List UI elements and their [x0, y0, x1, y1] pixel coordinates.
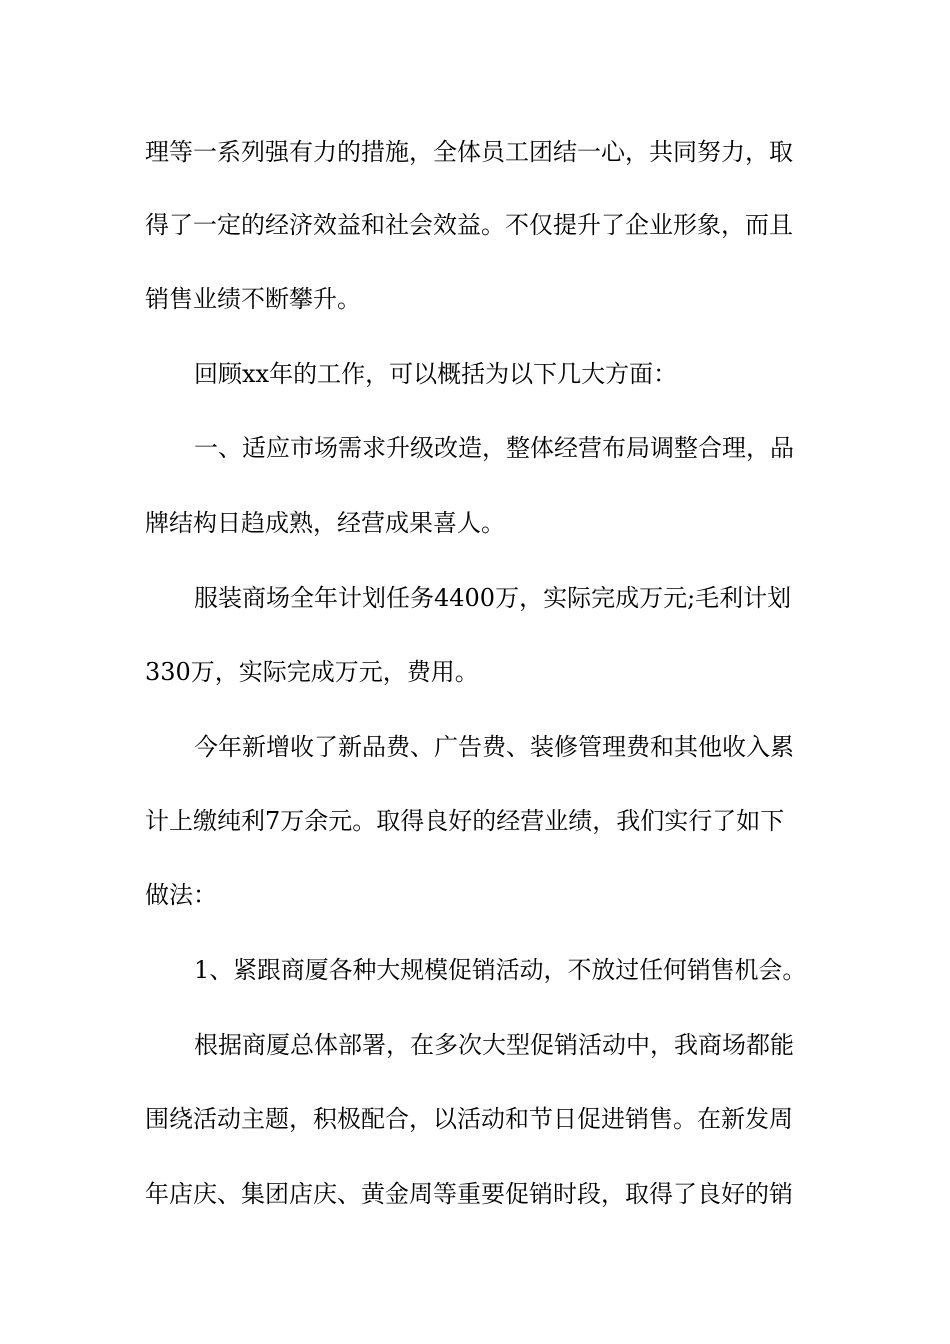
text-line: 销售业绩不断攀升。: [145, 285, 361, 313]
text-line: 一、适应市场需求升级改造，整体经营布局调整合理，品: [194, 434, 794, 462]
text-line: 理等一系列强有力的措施，全体员工团结一心，共同努力，取: [145, 138, 793, 166]
text-line: 年店庆、集团店庆、黄金周等重要促销时段，取得了良好的销: [145, 1180, 793, 1208]
text-line: 回顾xx年的工作，可以概括为以下几大方面：: [194, 360, 678, 388]
text-line: 根据商厦总体部署，在多次大型促销活动中，我商场都能: [194, 1031, 794, 1059]
text-line: 今年新增收了新品费、广告费、装修管理费和其他收入累: [194, 733, 794, 761]
text-line: 330万，实际完成万元，费用。: [145, 658, 479, 686]
text-line: 牌结构日趋成熟，经营成果喜人。: [145, 509, 505, 537]
text-line: 做法：: [145, 881, 217, 909]
text-line: 1、紧跟商厦各种大规模促销活动，不放过任何销售机会。: [194, 956, 807, 984]
text-line: 得了一定的经济效益和社会效益。不仅提升了企业形象，而且: [145, 211, 793, 239]
text-line: 计上缴纯利7万余元。取得良好的经营业绩，我们实行了如下: [145, 807, 785, 835]
text-line: 服装商场全年计划任务4400万，实际完成万元;毛利计划: [194, 584, 792, 612]
text-line: 围绕活动主题，积极配合，以活动和节日促进销售。在新发周: [145, 1105, 793, 1133]
